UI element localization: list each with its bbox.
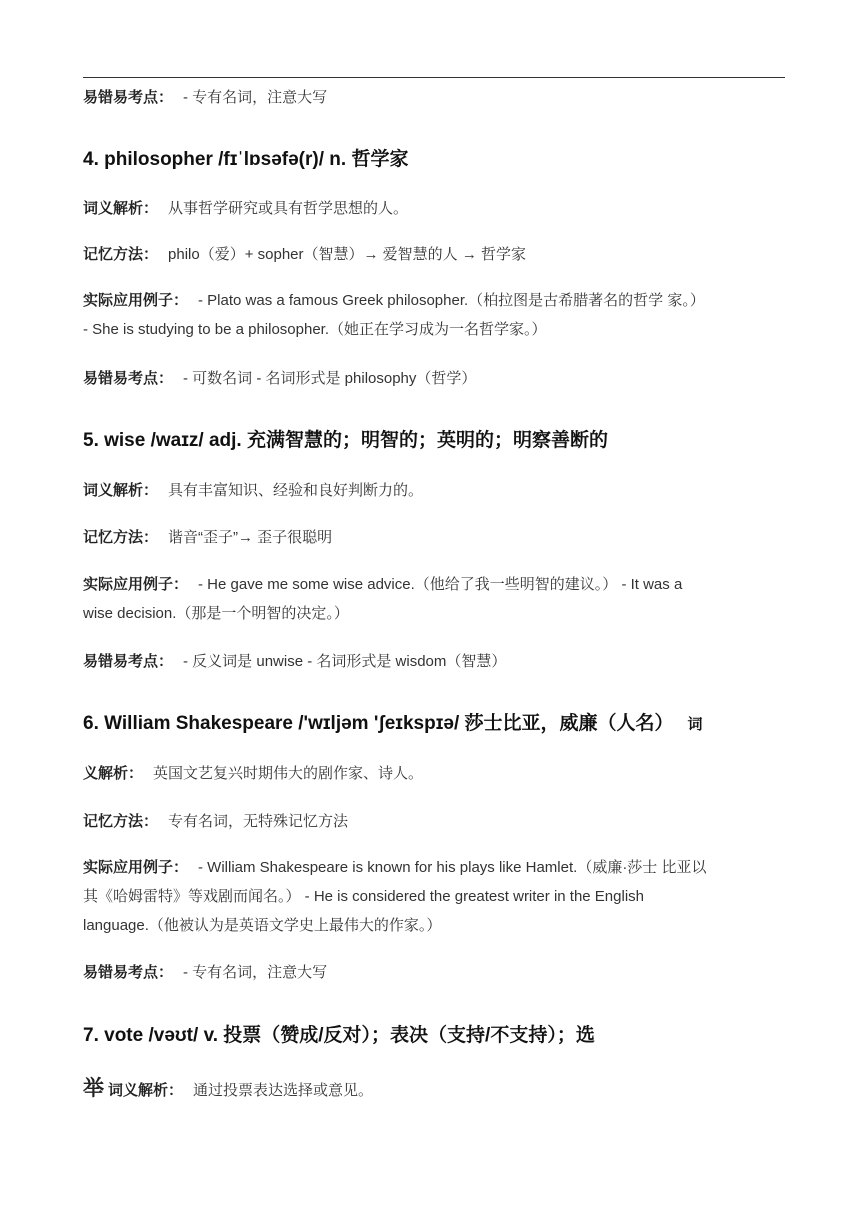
top-pitfall-line (83, 83, 785, 112)
header-rule (83, 77, 785, 78)
meaning-text: 通过投票表达选择或意见。 (193, 1082, 374, 1099)
pitfall-text: - 专有名词，注意大写 (183, 964, 328, 981)
memory-text: philo（爱）+ sopher（智慧）→ 爱智慧的人 → 哲学家 (168, 246, 527, 263)
memory-line (83, 807, 785, 836)
meaning-label: 词义解析： (108, 1082, 184, 1099)
example-text: 其《哈姆雷特》等戏剧而闻名。） - He is considered the greatest writer in the English (83, 888, 645, 905)
heading-text: 6. William Shakespeare /'wɪljəm 'ʃeɪkspɪə/ 莎士比亚，威廉（人名） (83, 713, 674, 734)
example-line-cont (83, 911, 785, 940)
heading-tail: 举 (83, 1077, 104, 1100)
example-label: 实际应用例子： (83, 292, 189, 309)
pitfall-text: - 反义词是 unwise - 名词形式是 wisdom（智慧） (183, 653, 507, 670)
memory-text: 专有名词，无特殊记忆方法 (168, 813, 349, 830)
heading-tail: 词 (687, 716, 703, 733)
memory-label: 记忆方法： (83, 813, 159, 830)
pitfall-label: 易错易考点： (83, 89, 174, 106)
example-label: 实际应用例子： (83, 859, 189, 876)
meaning-line (83, 194, 785, 223)
pitfall-line (83, 647, 785, 676)
example-line (83, 286, 785, 315)
example-text: - He gave me some wise advice.（他给了我一些明智的建议。） - It was a (198, 576, 683, 593)
example-text: wise decision.（那是一个明智的决定。） (83, 605, 349, 622)
pitfall-text: - 专有名词，注意大写 (183, 89, 328, 106)
example-label: 实际应用例子： (83, 576, 189, 593)
example-text: - Plato was a famous Greek philosopher.（柏拉图是古希腊著名的哲学 家。） (198, 292, 705, 309)
pitfall-line (83, 958, 785, 987)
entry-heading-wise: 5. wise /waɪz/ adj. 充满智慧的；明智的；英明的；明察善断的 (83, 430, 608, 451)
entry-heading-vote: 7. vote /vəʊt/ v. 投票（赞成/反对）；表决（支持/不支持）；选 (83, 1025, 595, 1046)
entry-heading-philosopher: 4. philosopher /fɪˈlɒsəfə(r)/ n. 哲学家 (83, 149, 409, 170)
example-line (83, 853, 785, 882)
pitfall-label: 易错易考点： (83, 653, 174, 670)
example-line (83, 570, 785, 599)
pitfall-text: - 可数名词 - 名词形式是 philosophy（哲学） (183, 370, 477, 387)
entry-heading-shakespeare (83, 709, 785, 740)
pitfall-label: 易错易考点： (83, 964, 174, 981)
example-text: - William Shakespeare is known for his plays like Hamlet.（威廉·莎士 比亚以 (198, 859, 707, 876)
meaning-label: 词义解析： (83, 482, 159, 499)
meaning-text: 英国文艺复兴时期伟大的剧作家、诗人。 (153, 765, 424, 782)
example-line-cont (83, 599, 785, 628)
memory-label: 记忆方法： (83, 529, 159, 546)
meaning-label-wrap: 义解析： (83, 765, 144, 782)
meaning-line (83, 759, 785, 788)
meaning-text: 从事哲学研究或具有哲学思想的人。 (168, 200, 409, 217)
meaning-label: 词义解析： (83, 200, 159, 217)
memory-text: 谐音“歪子”→ 歪子很聪明 (168, 529, 333, 546)
memory-line (83, 523, 785, 552)
example-text: language.（他被认为是英语文学史上最伟大的作家。） (83, 917, 442, 934)
example-line-cont (83, 882, 785, 911)
memory-line (83, 240, 785, 269)
meaning-line (83, 476, 785, 505)
meaning-line (83, 1074, 785, 1105)
pitfall-line (83, 364, 785, 393)
memory-label: 记忆方法： (83, 246, 159, 263)
pitfall-label: 易错易考点： (83, 370, 174, 387)
meaning-text: 具有丰富知识、经验和良好判断力的。 (168, 482, 424, 499)
example-line-cont (83, 315, 785, 344)
example-text: - She is studying to be a philosopher.（她正在学习成为一名哲学家。） (83, 321, 547, 338)
